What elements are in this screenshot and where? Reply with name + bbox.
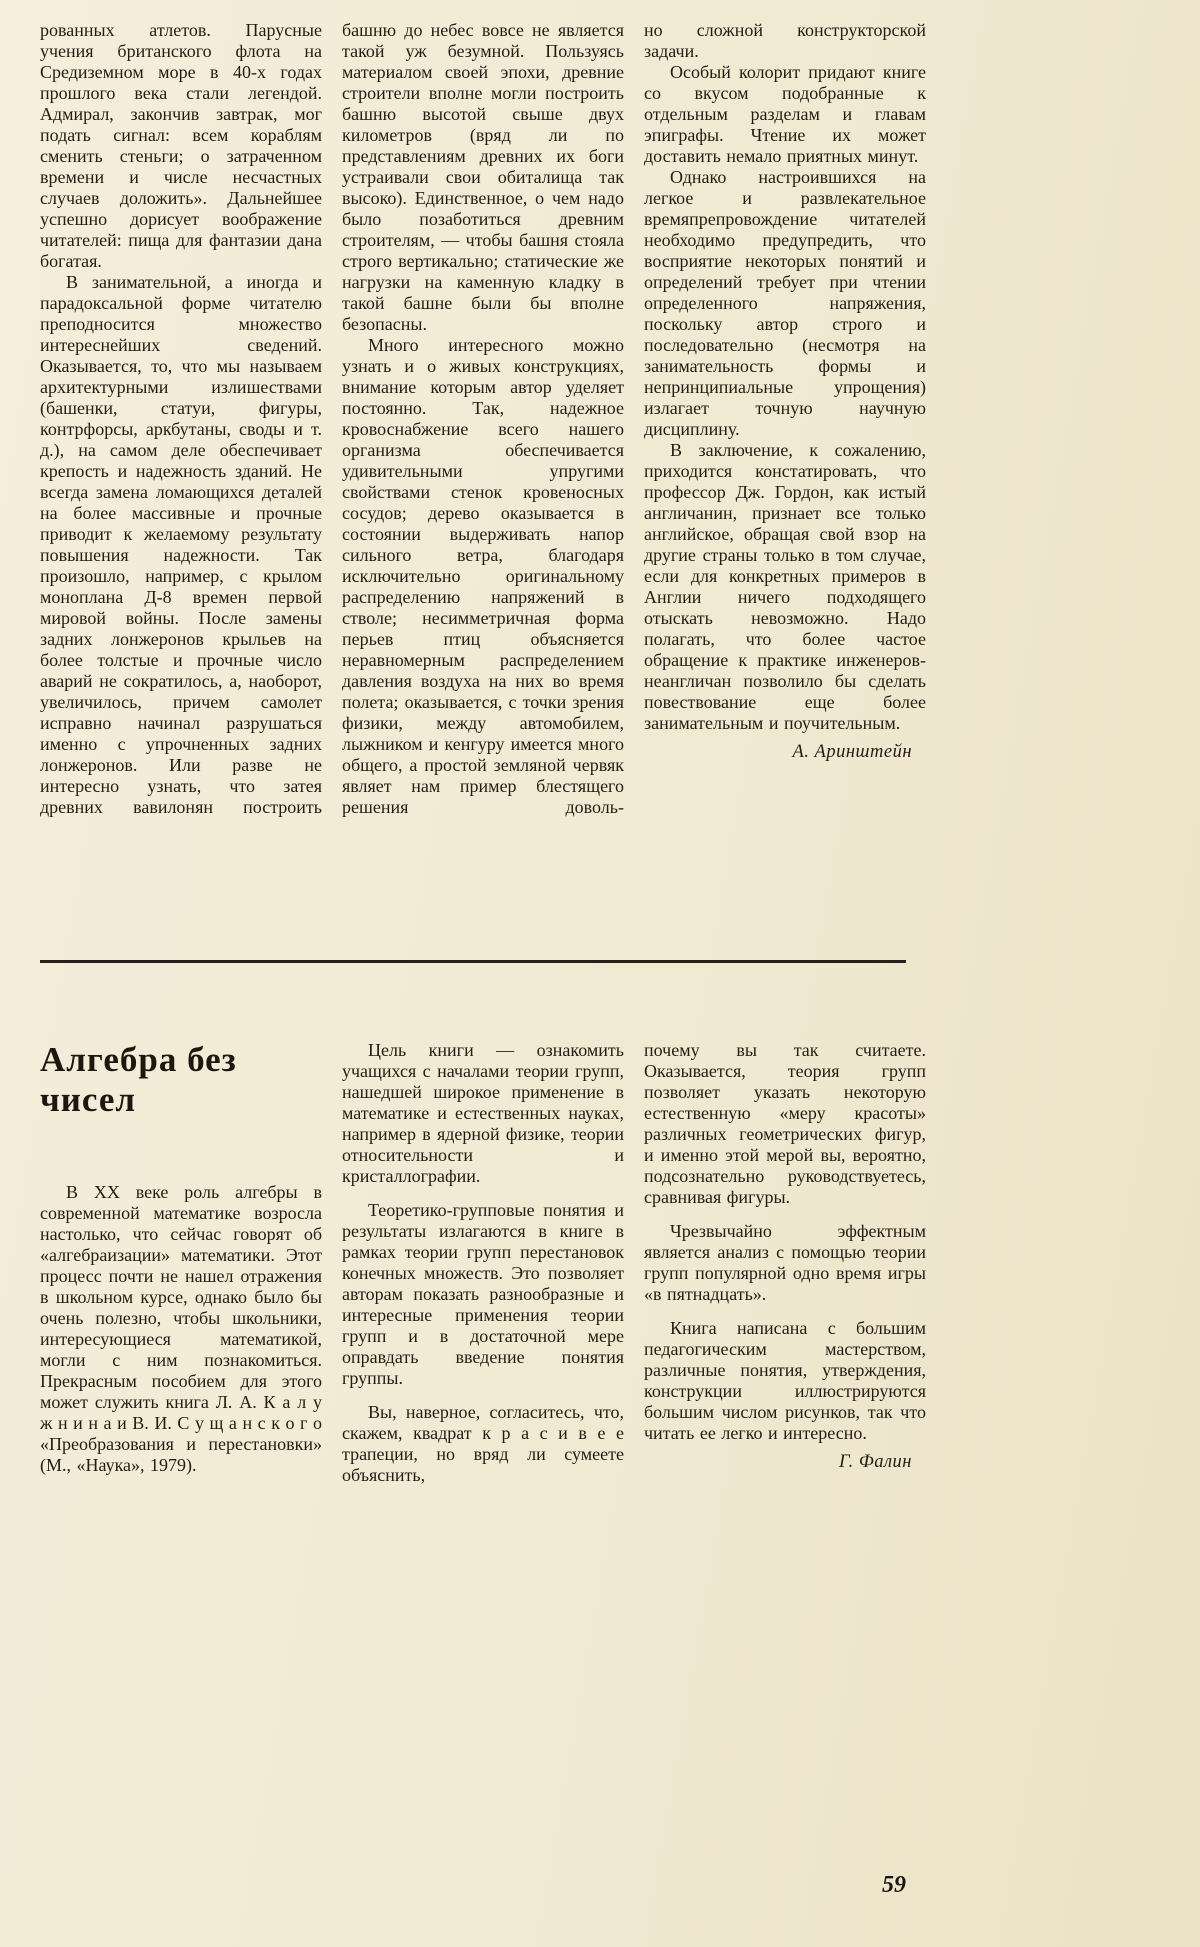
paragraph: В заключение, к сожалению, приходится констатировать, что профессор Дж. Гордон, как истый англичанин, признает все только английское, обращая свой взор на другие страны только в том случае, если для конкретных примеров в Англии ничего подходящего отыскать невозможно. Надо полагать, что более частое обращение к практике инженеров-неангличан позволило бы сделать повествование еще более занимательным и поучительным. [644,440,926,733]
author-signature: А. Аринштейн [792,742,912,762]
top-column-1 [40,20,322,818]
bottom-column-2 [342,1040,624,1486]
paragraph: Книга написана с большим педагогическим мастерством, различные понятия, утверждения, конструкции иллюстрируются большим числом рисунков, так что читать ее легко и интересно. [644,1318,926,1443]
review-section-algebra-book [40,1040,926,1486]
paragraph: рованных атлетов. Парусные учения британского флота на Средиземном море в 40-х годах прошлого века стали легендой. Адмирал, закончив завтрак, мог подать сигнал: всем кораблям сменить стеньги; о затраченном времени и числе несчастных случаев доложить». Дальнейшее успешно дорисует воображение читателей: пища для фантазии дана богатая. [40,20,322,271]
top-column-3 [644,20,926,763]
author-signature: Г. Фалин [838,1452,912,1472]
paragraph: Однако настроившихся на легкое и развлекательное времяпрепровождение читателей необходимо предупредить, что восприятие некоторых понятий и определений требует при чтении определенного напряжения, поскольку автор строго и последовательно (несмотря на занимательность формы и непринципиальные упрощения) излагает точную научную дисциплину. [644,167,926,439]
top-column-2 [342,20,624,818]
paragraph: почему вы так считаете. Оказывается, теория групп позволяет указать некоторую естественную «меру красоты» различных геометрических фигур, и именно этой мерой вы, вероятно, подсознательно руководствуетесь, сравнивая фигуры. [644,1040,926,1207]
paragraph: Теоретико-групповые понятия и результаты излагаются в книге в рамках теории групп перестановок конечных множеств. Это позволяет авторам показать разнообразные и интересные применения теории групп и в достаточной мере оправдать введение понятия группы. [342,1200,624,1388]
paragraph: башню до небес вовсе не является такой уж безумной. Пользуясь материалом своей эпохи, древние строители вполне могли построить башню высотой свыше двух километров (вряд ли по представлениям древних их боги устраивали свои обиталища так высоко). Единственное, о чем надо было позаботиться древним строителям, — чтобы башня стояла строго вертикально; статические же нагрузки на каменную кладку в такой башне были бы вполне безопасны. [342,20,624,334]
paragraph: Вы, наверное, согласитесь, что, скажем, квадрат к р а с и в е е трапеции, но вряд ли сумеете объяснить, [342,1402,624,1485]
page-number: 59 [882,1872,906,1898]
paragraph: Чрезвычайно эффектным является анализ с помощью теории групп популярной одно время игры «в пятнадцать». [644,1221,926,1304]
review-section-gordon-book [40,20,926,818]
bottom-column-3 [644,1040,926,1473]
paragraph: Цель книги — ознакомить учащихся с началами теории групп, нашедшей широкое применение в математике и естественных науках, например в ядерной физике, теории относительности и кристаллографии. [342,1040,624,1186]
paragraph: В занимательной, а иногда и парадоксальной форме читателю преподносится множество интереснейших сведений. Оказывается, то, что мы называем архитектурными излишествами (башенки, статуи, фигуры, контрфорсы, аркбутаны, своды и т. д.), на самом деле обеспечивает крепость и надежность зданий. Не всегда замена ломающихся деталей на более массивные и прочные приводит к желаемому результату повышения надежности. Так произошло, например, с крылом моноплана Д-8 времен первой мировой войны. После замены задних лонжеронов крыльев на более толстые и прочные число аварий не сократилось, а, наоборот, увеличилось, причем самолет исправно начинал разрушаться именно с упрочненных задних лонжеронов. Или разве не интересно узнать, что затея древних вавилонян построить [40,272,322,817]
bottom-column-1 [40,1040,322,1476]
paragraph: В XX веке роль алгебры в современной математике возросла настолько, что сейчас говорят об «алгебраизации» математики. Этот процесс почти не нашел отражения в школьном курсе, однако было бы очень полезно, чтобы школьники, интересующиеся математикой, могли с ним познакомиться. Прекрасным пособием для этого может служить книга Л. А. К а л у ж н и н а и В. И. С у щ а н с к о г о «Преобразования и перестановки» (М., «Наука», 1979). [40,1182,322,1475]
paragraph: Особый колорит придают книге со вкусом подобранные к отдельным разделам и главам эпиграфы. Чтение их может доставить немало приятных минут. [644,62,926,166]
paragraph: Много интересного можно узнать и о живых конструкциях, внимание которым автор уделяет постоянно. Так, надежное кровоснабжение всего нашего организма обеспечивается удивительными упругими свойствами стенок кровеносных сосудов; дерево оказывается в состоянии выдерживать напор сильного ветра, благодаря исключительно оригинальному распределению напряжений в стволе; несимметричная форма перьев птиц объясняется неравномерным распределением давления воздуха на них во время полета; оказывается, с точки зрения физики, между автомобилем, лыжником и кенгуру имеется много общего, а простой земляной червяк являет нам пример блестящего решения доволь- [342,335,624,817]
article-title: Алгебра без чисел [40,1040,237,1119]
paragraph: но сложной конструкторской задачи. [644,20,926,61]
section-divider [40,960,906,963]
